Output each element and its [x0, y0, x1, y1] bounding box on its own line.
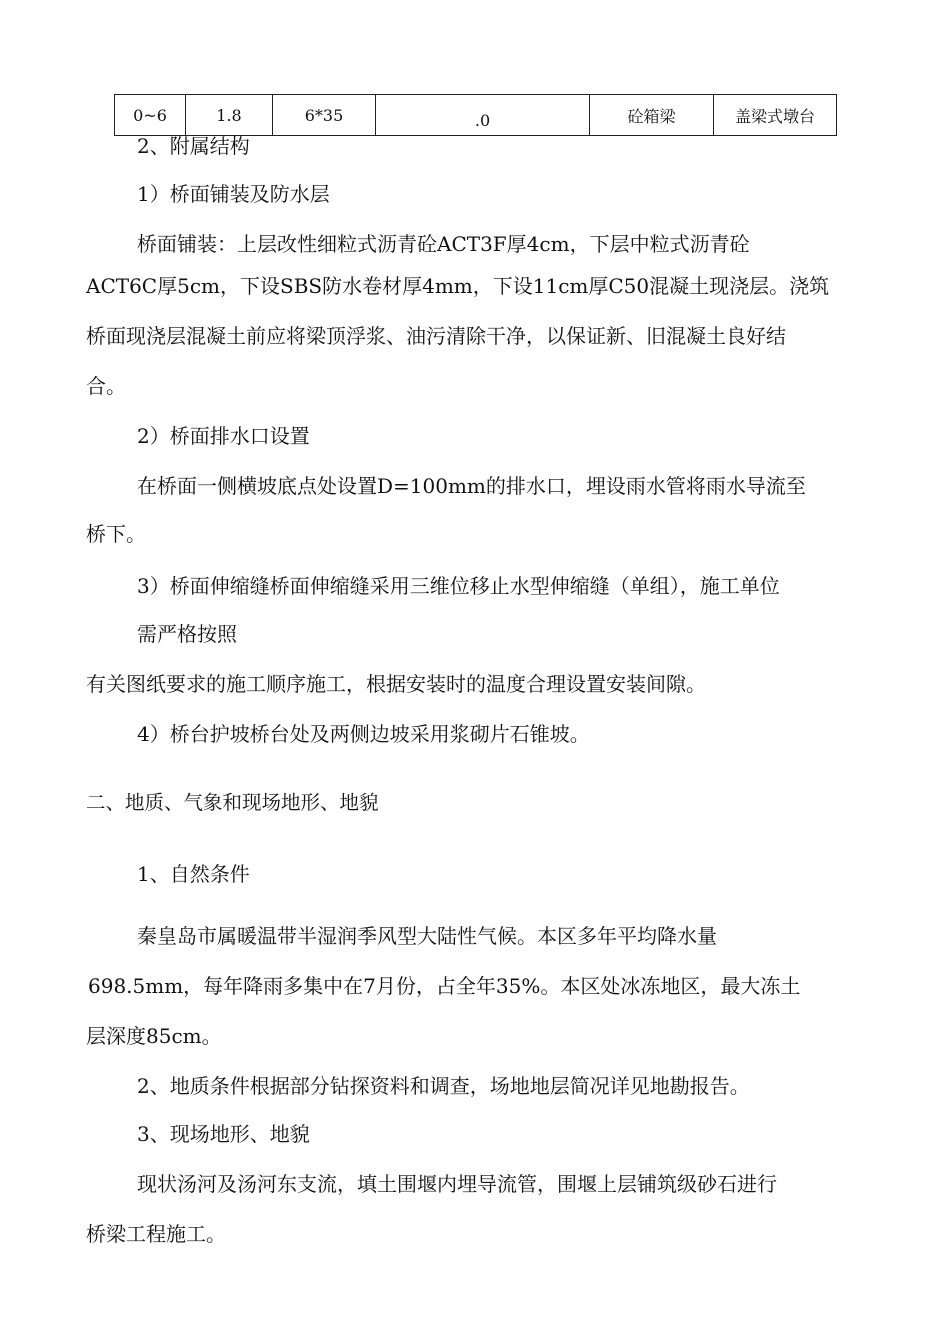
- table-cell: 6*35: [273, 95, 376, 136]
- chapter-heading: 二、地质、气象和现场地形、地貌: [86, 791, 379, 814]
- paragraph-line: 在桥面一侧横坡底点处设置D=100mm的排水口，埋设雨水管将雨水导流至: [137, 474, 806, 498]
- section-heading: 2、附属结构: [137, 134, 250, 158]
- paragraph-line: 合。: [86, 374, 126, 398]
- table-cell: 砼箱梁: [590, 95, 714, 136]
- paragraph-line: 桥面铺装：上层改性细粒式沥青砼ACT3F厚4cm，下层中粒式沥青砼: [137, 232, 750, 256]
- paragraph-line: 层深度85cm。: [86, 1024, 222, 1048]
- paragraph-line: 698.5mm，每年降雨多集中在7月份，占全年35%。本区处冰冻地区，最大冻土: [88, 974, 801, 998]
- table-cell: 盖梁式墩台: [714, 95, 837, 136]
- paragraph-line: 有关图纸要求的施工顺序施工，根据安装时的温度合理设置安装间隙。: [86, 672, 706, 696]
- table-cell: 1.8: [186, 95, 273, 136]
- section-heading: 2、地质条件根据部分钻探资料和调查，场地地层简况详见地勘报告。: [137, 1074, 750, 1098]
- paragraph-line: 需严格按照: [137, 622, 237, 646]
- table-cell: 0~6: [115, 95, 186, 136]
- paragraph-line: 桥面现浇层混凝土前应将梁顶浮浆、油污清除干净，以保证新、旧混凝土良好结: [86, 324, 786, 348]
- paragraph-line: ACT6C厚5cm，下设SBS防水卷材厚4mm，下设11cm厚C50混凝土现浇层。浇筑: [86, 274, 830, 298]
- section-heading: 3、现场地形、地貌: [137, 1122, 310, 1146]
- paragraph-line: 现状汤河及汤河东支流，填土围堰内埋导流管，围堰上层铺筑级砂石进行: [137, 1172, 777, 1196]
- table-cell: .0: [376, 95, 590, 136]
- table-row: [115, 95, 837, 136]
- bridge-spec-table: [114, 94, 837, 136]
- paragraph-line: 4）桥台护坡桥台处及两侧边坡采用浆砌片石锥坡。: [137, 722, 590, 746]
- paragraph-line: 3）桥面伸缩缝桥面伸缩缝采用三维位移止水型伸缩缝（单组），施工单位: [137, 574, 780, 598]
- subsection-heading: 1）桥面铺装及防水层: [137, 182, 330, 206]
- paragraph-line: 桥梁工程施工。: [86, 1222, 226, 1246]
- paragraph-line: 秦皇岛市属暖温带半湿润季风型大陆性气候。本区多年平均降水量: [137, 924, 717, 948]
- subsection-heading: 2）桥面排水口设置: [137, 424, 310, 448]
- paragraph-line: 桥下。: [86, 522, 146, 546]
- section-heading: 1、自然条件: [137, 862, 250, 886]
